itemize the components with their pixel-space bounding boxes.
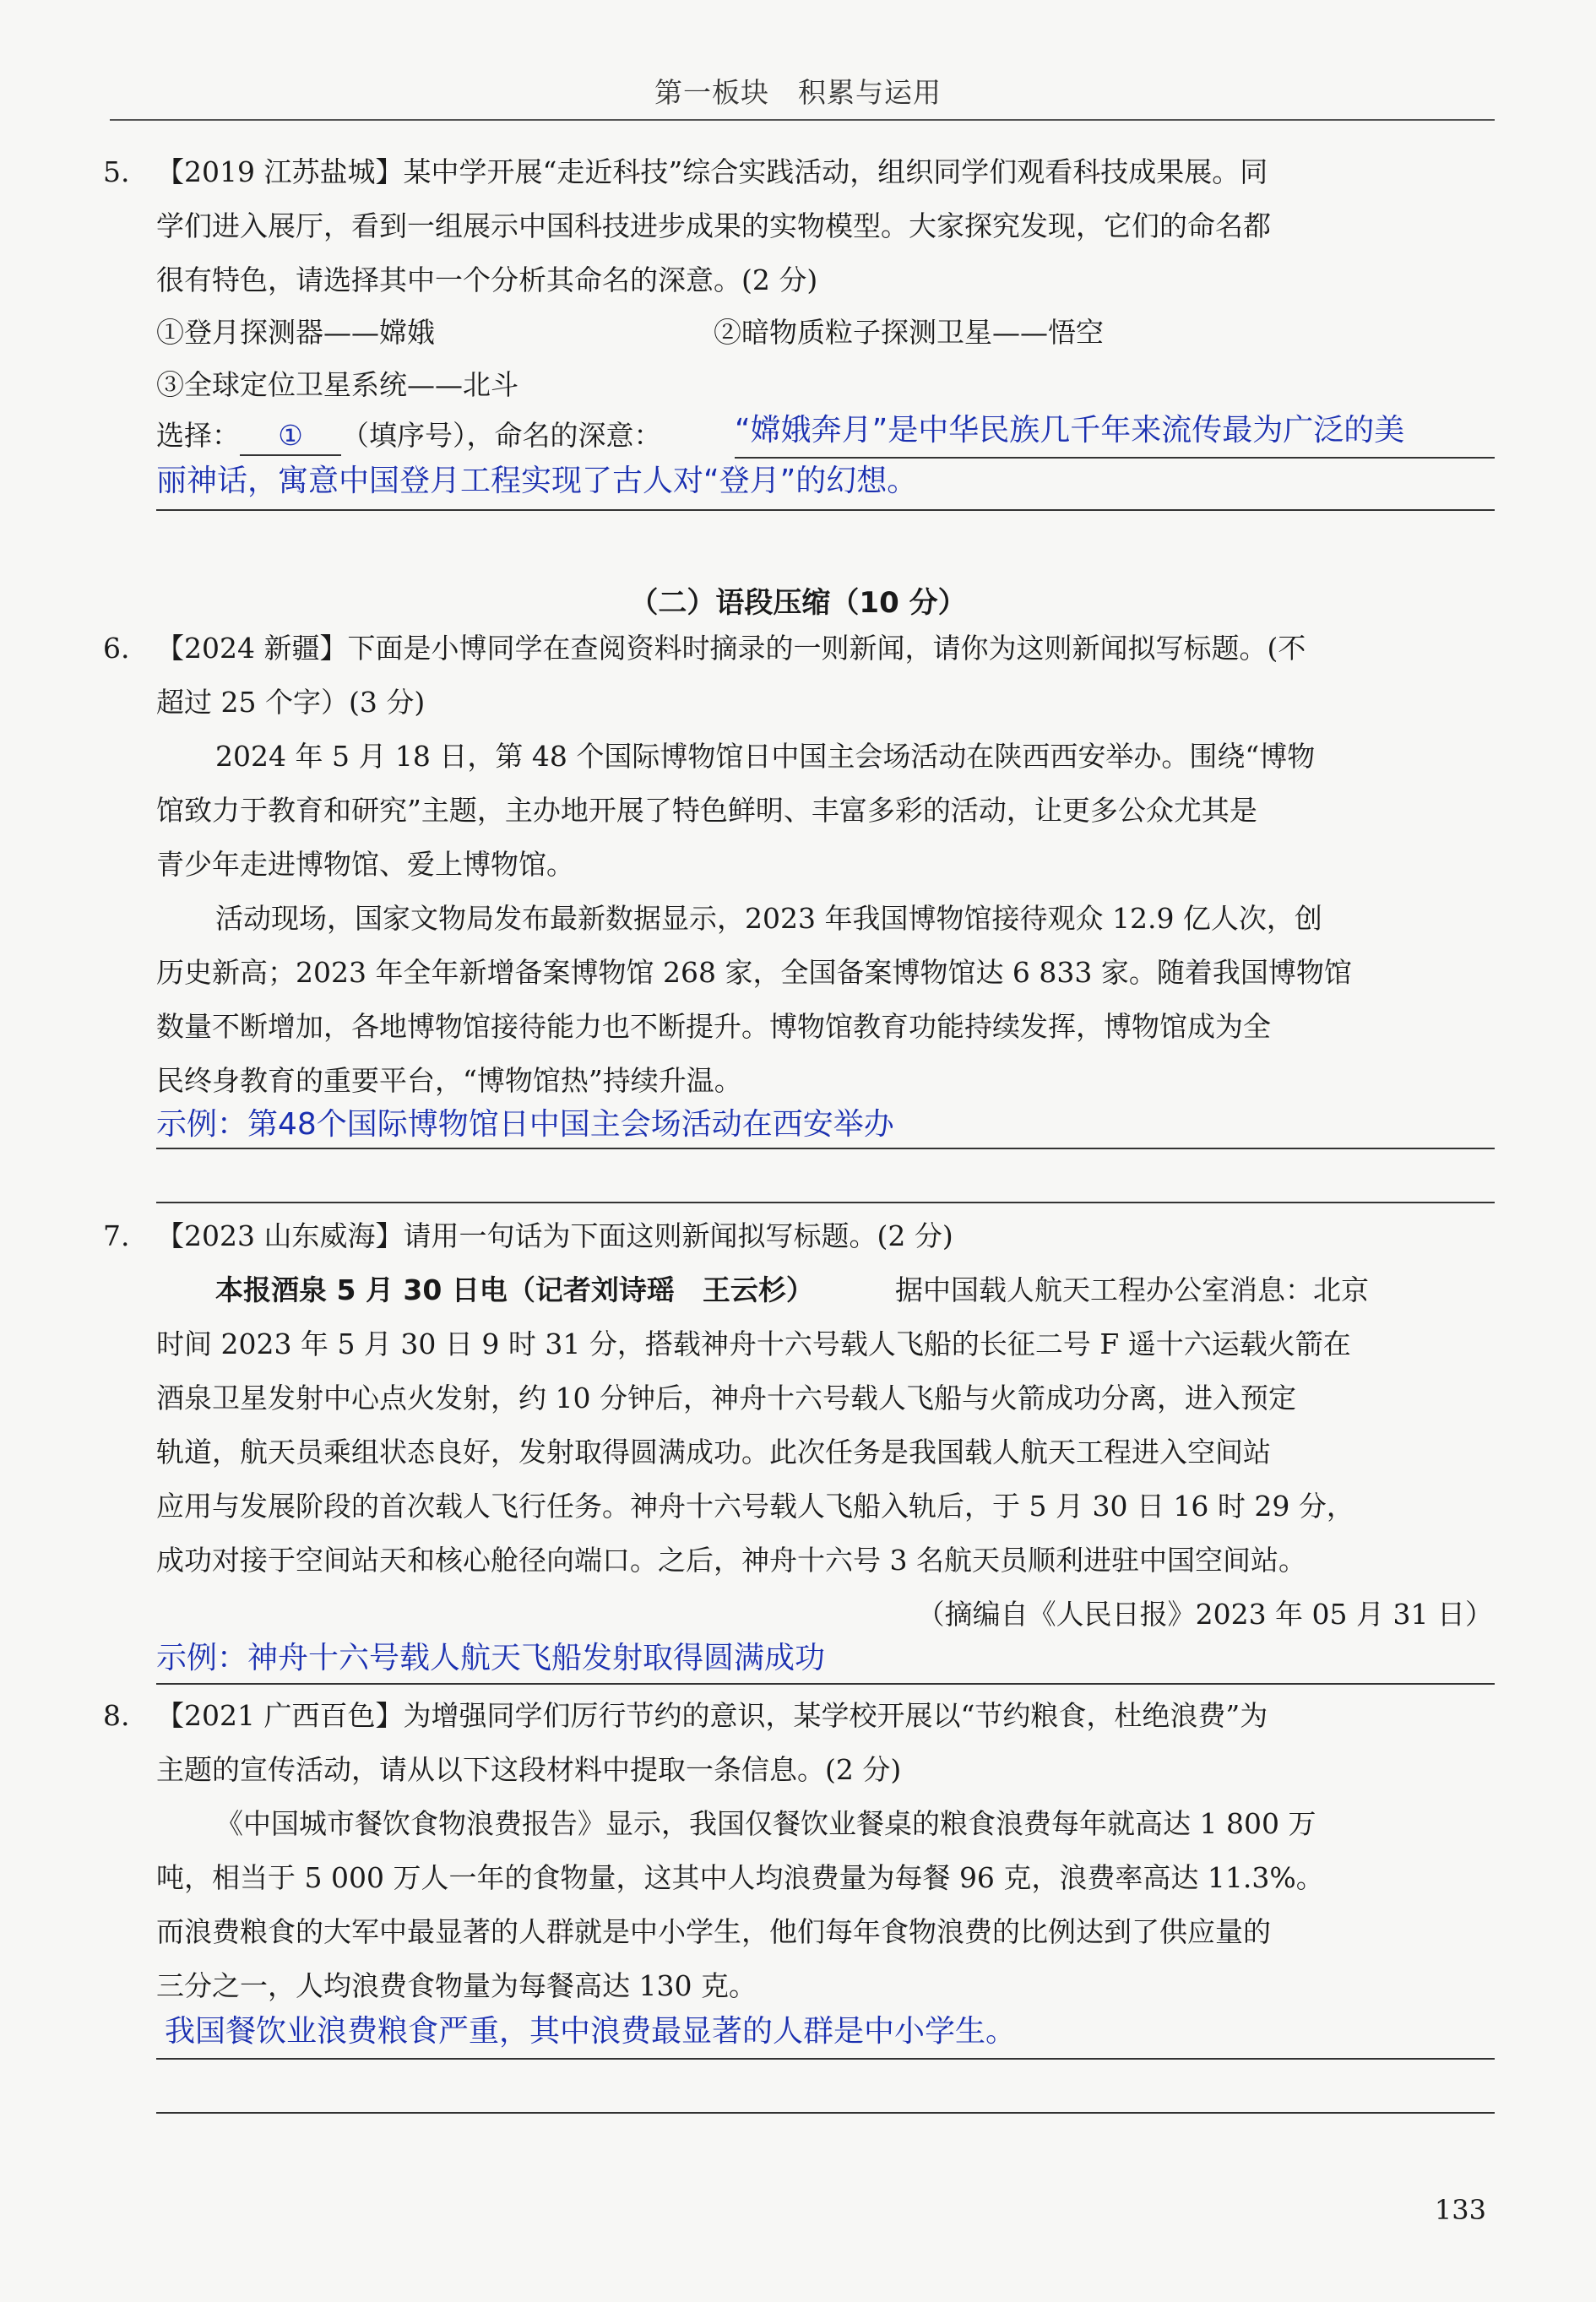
q7-number: 7. <box>103 1219 130 1252</box>
q8-answer-rule-2 <box>156 2112 1495 2114</box>
q6-passage-1: 2024 年 5 月 18 日，第 48 个国际博物馆日中国主会场活动在陕西西安举办。围绕“博物 <box>215 740 1316 773</box>
q5-line-1: 【2019 江苏盐城】某中学开展“走近科技”综合实践活动，组织同学们观看科技成果展。同 <box>156 155 1268 188</box>
q6-line-1: 【2024 新疆】下面是小博同学在查阅资料时摘录的一则新闻，请你为这则新闻拟写标题。(不 <box>156 632 1306 665</box>
q7-passage-2: 时间 2023 年 5 月 30 日 9 时 31 分，搭载神舟十六号载人飞船的长征二号 F 遥十六运载火箭在 <box>156 1327 1351 1360</box>
q8-number: 8. <box>103 1699 130 1732</box>
q6-answer-rule-2 <box>156 1202 1495 1203</box>
q6-passage-4: 活动现场，国家文物局发布最新数据显示，2023 年我国博物馆接待观众 12.9 亿人次，创 <box>215 902 1322 935</box>
q6-passage-7: 民终身教育的重要平台，“博物馆热”持续升温。 <box>156 1064 742 1097</box>
q5-line-2: 学们进入展厅，看到一组展示中国科技进步成果的实物模型。大家探究发现，它们的命名都 <box>156 209 1271 242</box>
q6-passage-6: 数量不断增加，各地博物馆接待能力也不断提升。博物馆教育功能持续发挥，博物馆成为全 <box>156 1010 1271 1043</box>
q8-line-2: 主题的宣传活动，请从以下这段材料中提取一条信息。(2 分) <box>156 1753 902 1786</box>
q5-answer-line-1: “嫦娥奔月”是中华民族几千年来流传最为广泛的美 <box>735 413 1405 448</box>
q7-dateline: 本报酒泉 5 月 30 日电（记者刘诗瑶 王云杉） <box>215 1273 814 1306</box>
q6-passage-3: 青少年走进博物馆、爱上博物馆。 <box>156 848 574 881</box>
q7-answer: 示例：神舟十六号载人航天飞船发射取得圆满成功 <box>156 1641 826 1675</box>
q5-answer-rule-1 <box>735 457 1495 459</box>
q5-select-row <box>156 417 662 456</box>
q6-passage-2: 馆致力于教育和研究”主题，主办地开展了特色鲜明、丰富多彩的活动，让更多公众尤其是 <box>156 794 1257 827</box>
header-divider <box>110 119 1495 121</box>
q5-option-2: ②暗物质粒子探测卫星——悟空 <box>714 316 1104 349</box>
q8-answer-rule-1 <box>156 2058 1495 2060</box>
q5-select-tail: （填序号），命名的深意： <box>341 419 662 452</box>
q6-answer-rule-1 <box>156 1148 1495 1149</box>
q6-passage-5: 历史新高；2023 年全年新增备案博物馆 268 家，全国备案博物馆达 6 833 家。随着我国博物馆 <box>156 956 1352 989</box>
page-header: 第一板块 积累与运用 <box>654 76 942 109</box>
section-title: （二）语段压缩（10 分） <box>629 586 967 620</box>
q5-option-1: ①登月探测器——嫦娥 <box>156 316 435 349</box>
q7-passage-6: 成功对接于空间站天和核心舱径向端口。之后，神舟十六号 3 名航天员顺利进驻中国空间站。 <box>156 1544 1306 1577</box>
q5-number: 5. <box>103 155 130 188</box>
q7-passage-3: 酒泉卫星发射中心点火发射，约 10 分钟后，神舟十六号载人飞船与火箭成功分离，进入预定 <box>156 1382 1296 1414</box>
q5-select-answer[interactable]: ① <box>240 417 341 456</box>
q8-passage-3: 而浪费粮食的大军中最显著的人群就是中小学生，他们每年食物浪费的比例达到了供应量的 <box>156 1915 1271 1948</box>
q5-select-label: 选择： <box>156 419 240 452</box>
q5-option-3: ③全球定位卫星系统——北斗 <box>156 368 518 401</box>
q5-line-3: 很有特色，请选择其中一个分析其命名的深意。(2 分) <box>156 263 818 296</box>
q8-line-1: 【2021 广西百色】为增强同学们厉行节约的意识，某学校开展以“节约粮食，杜绝浪费”为 <box>156 1699 1268 1732</box>
q7-passage-4: 轨道，航天员乘组状态良好，发射取得圆满成功。此次任务是我国载人航天工程进入空间站 <box>156 1436 1271 1469</box>
q8-passage-4: 三分之一，人均浪费食物量为每餐高达 130 克。 <box>156 1969 757 2002</box>
page-number: 133 <box>1434 2194 1486 2226</box>
q5-answer-line-2: 丽神话，寓意中国登月工程实现了古人对“登月”的幻想。 <box>156 464 918 498</box>
q7-source: （摘编自《人民日报》2023 年 05 月 31 日） <box>916 1598 1493 1631</box>
q8-passage-1: 《中国城市餐饮食物浪费报告》显示，我国仅餐饮业餐桌的粮食浪费每年就高达 1 800 万 <box>215 1807 1316 1840</box>
q7-prompt: 【2023 山东威海】请用一句话为下面这则新闻拟写标题。(2 分) <box>156 1219 953 1252</box>
q7-answer-rule <box>156 1683 1495 1685</box>
q8-answer: 我国餐饮业浪费粮食严重，其中浪费最显著的人群是中小学生。 <box>165 2014 1017 2049</box>
q6-number: 6. <box>103 632 130 665</box>
q5-answer-rule-2 <box>156 509 1495 511</box>
q6-answer: 示例：第48个国际博物馆日中国主会场活动在西安举办 <box>156 1107 894 1142</box>
q7-passage-1: 据中国载人航天工程办公室消息：北京 <box>895 1273 1369 1306</box>
q8-passage-2: 吨，相当于 5 000 万人一年的食物量，这其中人均浪费量为每餐 96 克，浪费率高达 11.3%。 <box>156 1861 1324 1894</box>
q7-passage-5: 应用与发展阶段的首次载人飞行任务。神舟十六号载人飞船入轨后，于 5 月 30 日 16 时 29 分， <box>156 1490 1354 1523</box>
q6-line-2: 超过 25 个字）(3 分) <box>156 686 426 719</box>
